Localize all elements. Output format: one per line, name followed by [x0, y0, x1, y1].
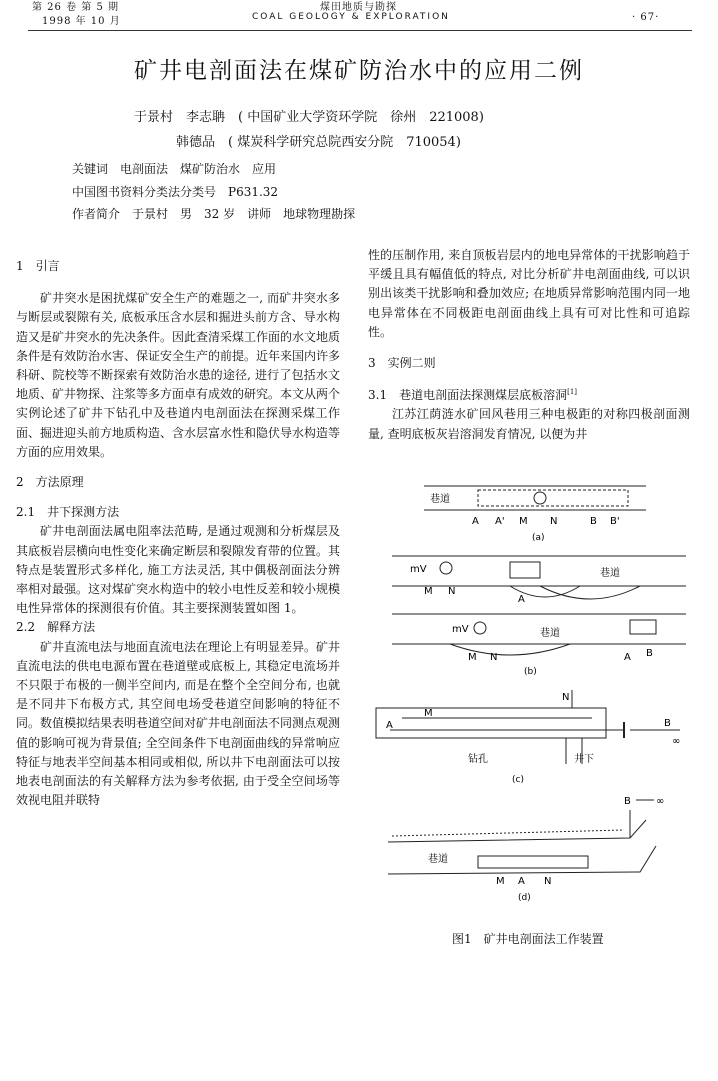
- figure-1d-drawing: [384, 790, 684, 910]
- fig-a-electrode-b2: B': [610, 516, 620, 527]
- author-line-2: 韩德品 ( 煤炭科学研究总院西安分院 710054): [176, 135, 461, 150]
- fig-d-electrode-n: N: [544, 876, 552, 887]
- fig-a-electrode-a2: A': [495, 516, 505, 527]
- fig-d-cable-box: [478, 856, 588, 868]
- figure-1b-drawing: [390, 548, 690, 680]
- fig-d-b-infinity: ∞: [656, 796, 665, 807]
- fig-b-roadway-label: 巷道: [600, 568, 620, 579]
- fig-c-b-label: B: [664, 718, 671, 729]
- fig-b-bot-electrode-b: B: [646, 648, 653, 659]
- section-1-title: 1 引言: [16, 259, 60, 273]
- fig-b-roadway2-label: 巷道: [540, 628, 560, 639]
- section-3-1-paragraph: 江苏江荫涟水矿回风巷用三种电极距的对称四极剖面测量, 查明底板灰岩溶洞发育情况, 以便为井: [368, 407, 690, 441]
- fig-c-borehole: [376, 708, 606, 738]
- fig-b-mv2-label: mV: [452, 624, 469, 635]
- fig-c-m-label: M: [424, 708, 433, 719]
- fig-b-source-box-2: [630, 620, 656, 634]
- figure-1c: [372, 688, 692, 788]
- fig-d-roadway-label: 巷道: [428, 854, 448, 865]
- author-line-1: 于景村 李志聃 ( 中国矿业大学资环学院 徐州 221008): [134, 110, 484, 125]
- fig-b-bot-electrode-n: N: [490, 652, 498, 663]
- section-2-1-title: 2.1 井下探测方法: [16, 505, 120, 520]
- issue-date: 1998 年 10 月: [42, 16, 121, 27]
- fig-b-bot-electrode-a: A: [624, 652, 631, 663]
- continued-paragraph: 性的压制作用, 来自顶板岩层内的地电异常体的干扰影响趋于平缓且具有幅值低的特点, 对比分析矿井电剖面曲线, 可以识别出该类干扰影响和叠加效应; 在地质异常影响范围内同一地电异常体在不同极距电剖面曲线上具有可对比性和可追踪性。: [368, 248, 690, 339]
- journal-name-cn: 煤田地质与勘探: [320, 2, 397, 13]
- section-2-2-title: 2.2 解释方法: [16, 620, 96, 635]
- fig-b-mv2-meter-icon: [474, 622, 486, 634]
- fig-c-borehole-label: 钻孔: [468, 754, 488, 765]
- fig-a-electrode-m: M: [519, 516, 528, 527]
- journal-name-en: COAL GEOLOGY & EXPLORATION: [252, 12, 450, 22]
- fig-c-label: (c): [512, 775, 524, 785]
- fig-a-cable: [478, 490, 628, 506]
- section-2-2-paragraph: 矿井直流电法与地面直流电法在理论上有明显差异。矿井直流电法的供电电源布置在巷道壁或底板上, 其稳定电流场并不只限于布极的一侧半空间内, 而是在整个全空间分布, 也就是不同井下布极方式, 其空间电场受巷道空间影响的特征不同。数值模拟结果表明巷道空间对矿井电剖面法不同测点观测值的影响可视为背景值; 全空间条件下电剖面曲线的异常响应特征与地表半空间基本相同或相似, 所以井下电剖面法可以按地表电剖面法的有关解释方法为参考依据, 由于受全空间场等效视电阻并联特: [16, 639, 341, 808]
- section-3-1-title: [368, 383, 690, 405]
- section-3-1-citation: [1]: [567, 388, 578, 397]
- fig-c-shaft-label: 井下: [574, 754, 594, 765]
- figure-1a-drawing: [420, 482, 650, 544]
- author-bio: 作者简介 于景村 男 32 岁 讲师 地球物理勘探: [72, 207, 356, 221]
- fig-d-electrode-a: A: [518, 876, 525, 887]
- section-3-1-title-text: 3.1 巷道电剖面法探测煤层底板溶洞: [368, 388, 568, 403]
- fig-b-top-electrode-a: A: [518, 594, 525, 605]
- fig-c-a-label: A: [386, 720, 393, 731]
- paper-title: 矿井电剖面法在煤矿防治水中的应用二例: [134, 58, 584, 84]
- fig-a-electrode-a: A: [472, 516, 479, 527]
- figure-1c-drawing: [372, 688, 692, 788]
- section-2-title: 2 方法原理: [16, 475, 84, 490]
- fig-b-mv-label: mV: [410, 564, 427, 575]
- classification-number: 中国图书资料分类法分类号 P631.32: [72, 185, 279, 199]
- header-rule: [28, 30, 692, 31]
- fig-b-mv-meter-icon: [440, 562, 452, 574]
- fig-c-b-sub: ∞: [672, 736, 681, 747]
- section-2-1-paragraph: 矿井电剖面法属电阻率法范畴, 是通过观测和分析煤层及其底板岩层横向电性变化来确定断层和裂隙发育带的位置。其特点是装置形式多样化, 施工方法灵活, 其中偶极剖面法分辨率相对最强。这对煤矿突水构造中的较小电性反差和较小规模电性异常体的探测很有价值。其主要探测装置如图 1。: [16, 524, 341, 616]
- figure-1a: [420, 482, 650, 544]
- fig-b-source-box: [510, 562, 540, 578]
- right-column: [368, 246, 690, 444]
- figure-1b: [390, 548, 690, 680]
- fig-a-electrode-n: N: [550, 516, 558, 527]
- volume-issue: 第 26 卷 第 5 期: [32, 2, 119, 13]
- fig-a-label: (a): [532, 533, 545, 543]
- fig-d-label: (d): [518, 893, 531, 903]
- figure-1-caption: 图1 矿井电剖面法工作装置: [452, 932, 604, 946]
- figure-1d: [384, 790, 684, 910]
- fig-b-top-electrode-m: M: [424, 586, 433, 597]
- fig-a-electrode-b: B: [590, 516, 597, 527]
- fig-d-electrode-m: M: [496, 876, 505, 887]
- keywords: 关键词 电剖面法 煤矿防治水 应用: [72, 162, 277, 176]
- fig-d-hatch-top: [392, 830, 624, 836]
- fig-b-top-electrode-n: N: [448, 586, 456, 597]
- fig-a-meter-icon: [534, 492, 546, 504]
- left-column: [16, 257, 340, 810]
- fig-a-roadway-label: 巷道: [430, 494, 450, 505]
- fig-b-current-line-2: [540, 586, 640, 599]
- section-3-title: 3 实例二则: [368, 356, 436, 371]
- fig-d-b-label: B: [624, 796, 631, 807]
- section-1-paragraph: 矿井突水是困扰煤矿安全生产的难题之一, 而矿井突水多与断层或裂隙有关, 底板承压含水层和掘进头前方含、导水构造又是矿井突水的先决条件。因此查清采煤工作面的水文地质条件是有效防治水害、保证安全生产的前提。近年来国内许多科研、院校等不断探索有效防治水患的途径, 进行了包括水文地质、矿井物探、注浆等多方面卓有成效的研究。本文从两个实例论述了矿井下钻孔中及巷道内电剖面法在探测采煤工作面、掘进迎头前方地质构造、含水层富水性和隐伏导水构造等方面的应用效果。: [16, 291, 341, 459]
- fig-b-bot-electrode-m: M: [468, 652, 477, 663]
- fig-d-roadway-roof: [388, 820, 646, 842]
- page-number: · 67·: [632, 12, 660, 23]
- fig-c-n-label: N: [562, 692, 570, 703]
- fig-b-label: (b): [524, 667, 537, 677]
